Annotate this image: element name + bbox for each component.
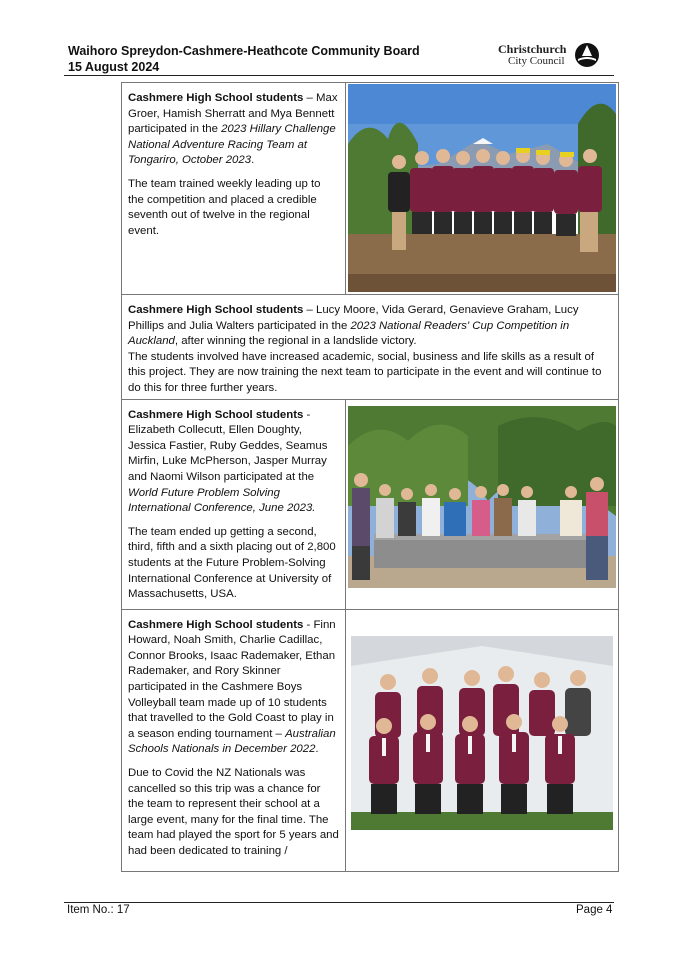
text-cell [122,609,346,871]
council-logo [498,42,602,70]
event-name: 2023 Hillary Challenge National Adventure Racing Team at Tongariro, October 2023 [128,123,336,167]
paragraph: Due to Covid the NZ Nationals was cancelled so this trip was a chance for the team to represent their school at a large event, many for the final time. The team had played the sport for 5 years and had been dedicated to training / [128,767,339,857]
logo-line-2: City Council [508,55,565,67]
lead-end: . [251,154,255,167]
paragraph: The team trained weekly leading up to the competition and placed a credible seventh out of twelve in the regional event. [128,177,321,237]
event-name: Australian Schools Nationals in December 2022 [128,727,336,756]
photo-cell [346,609,619,871]
paragraph [128,408,339,517]
paragraph [128,91,339,169]
lead-bold: Cashmere High School students [128,304,304,316]
text-cell [122,399,346,609]
lead-end: , after winning the regional in a landslide victory. [174,335,417,348]
lead-end: . [315,743,319,756]
adventure-team-photo [348,84,616,292]
logo-line-1: Christchurch [498,42,567,56]
meeting-date: 15 August 2024 [68,60,160,74]
paragraph [128,303,612,350]
page-number: Page 4 [576,904,613,916]
photo-cell [346,399,619,609]
table-row [122,83,619,295]
problem-solving-team-photo [348,406,616,588]
volleyball-team-photo [351,636,613,830]
lead-text: – Max Groer, Hamish Sherratt and Mya Bennett participated in the [128,92,338,136]
paragraph: The team ended up getting a second, third, fifth and a sixth placing out of 2,800 students at the Future Problem-Solving International Conference at University of Massachusetts, USA. [128,525,336,601]
paragraph [128,618,339,758]
event-name: 2023 National Readers' Cup Competition in Auckland [128,319,570,348]
table-row [122,295,619,400]
event-name: World Future Problem Solving International Conference, June 2023. [128,486,316,515]
lead-text: - Elizabeth Collecutt, Ellen Doughty, Jessica Fastier, Ruby Geddes, Seamus Mirfin, Luke McPherson, Jasper Murray and Naomi Wilson participated at the [128,408,328,483]
lead-text: – Lucy Moore, Vida Gerard, Genavieve Graham, Lucy Phillips and Julia Walters participated in the [128,304,579,332]
page-header-title [68,43,420,75]
header-divider [64,75,614,76]
lead-bold: Cashmere High School students [128,92,304,104]
photo-cell [346,83,619,295]
table-row [122,399,619,609]
text-cell-wide [122,295,619,400]
achievements-table [121,82,619,872]
lead-bold: Cashmere High School students [128,618,304,631]
footer-divider [64,902,614,903]
board-name: Waihoro Spreydon-Cashmere-Heathcote Community Board [68,44,420,58]
lead-bold: Cashmere High School students [128,408,304,421]
lead-text: - Finn Howard, Noah Smith, Charlie Cadillac, Connor Brooks, Isaac Rademaker, Ethan Rademaker, and Rory Skinner participated in the Cashmere Boys Volleyball team made up of 10 students that travelled to the Gold Coast to play in a season ending tournament – [128,618,336,740]
text-cell [122,83,346,295]
table-row [122,609,619,871]
paragraph: The students involved have increased academic, social, business and life skills as a result of this project. They are now training the next team to participate in the event and will continue to do this for three further years. [128,350,602,394]
council-emblem-icon [574,42,600,68]
item-number: Item No.: 17 [67,904,130,916]
